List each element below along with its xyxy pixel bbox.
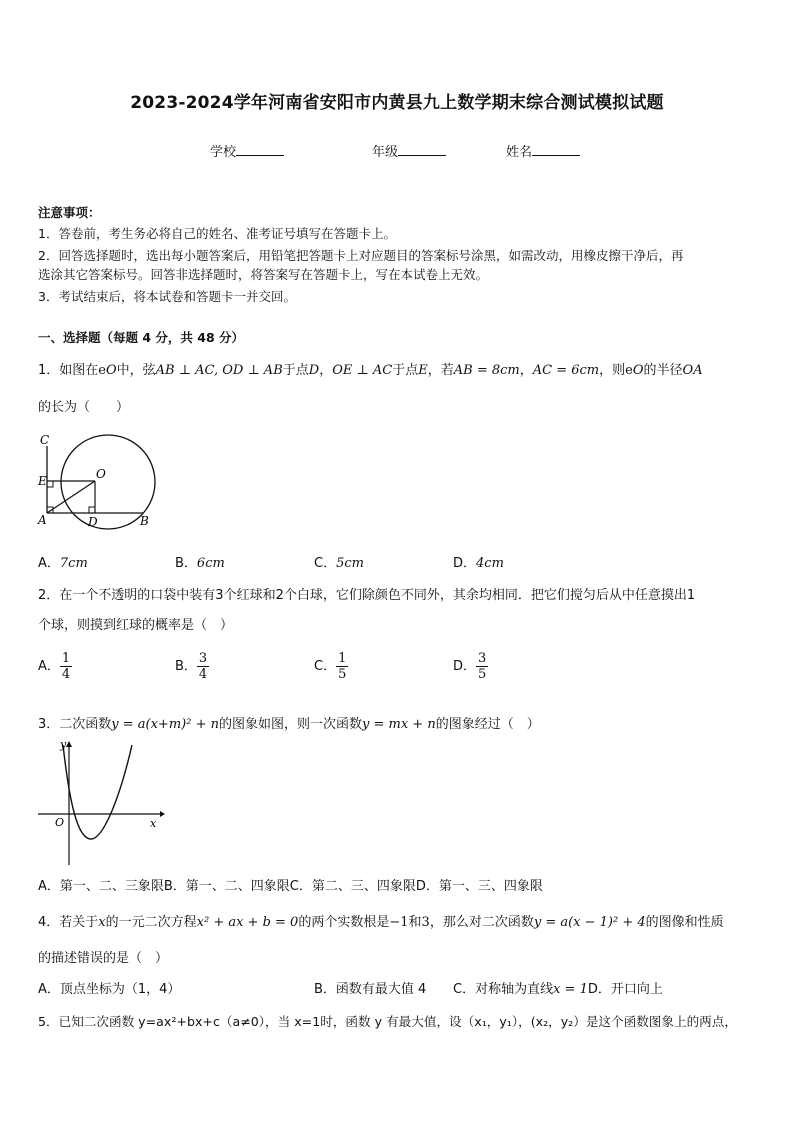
- q3-options[interactable]: A．第一、二、三象限B．第一、二、四象限C．第二、三、四象限D．第一、三、四象限: [38, 879, 543, 894]
- label-c: C: [40, 433, 50, 447]
- option-text: C．对称轴为直线: [453, 982, 554, 997]
- q2-text: 个红球和: [223, 588, 276, 603]
- option-math: x = 1: [553, 982, 588, 997]
- q1-line2: 的长为（ ）: [38, 400, 130, 415]
- option-letter: C．: [314, 659, 337, 674]
- option-value: 5cm: [336, 556, 364, 571]
- school-blank: [236, 143, 284, 156]
- grade-field: [372, 141, 446, 160]
- q1-text: 于点: [392, 363, 419, 378]
- q1-math: AB ⊥ AC, OD ⊥ AB: [155, 363, 283, 378]
- q1-text: ，则: [599, 363, 626, 378]
- q4-text: 的一元二次方程: [105, 915, 197, 930]
- q1-option-d[interactable]: [453, 552, 504, 571]
- q3-text: 3．二次函数: [38, 717, 112, 732]
- label-e: E: [38, 474, 47, 488]
- q1-option-b[interactable]: [175, 552, 225, 571]
- q2-number: 1: [686, 588, 696, 603]
- grade-blank: [398, 143, 446, 156]
- parabola-curve: [63, 745, 132, 839]
- notice-item: 选涂其它答案标号。回答非选择题时，将答案写在答题卡上，写在本试卷上无效。: [38, 267, 489, 282]
- notice-heading: 注意事项：: [38, 205, 101, 220]
- circle-symbol: e: [98, 363, 106, 378]
- q1-text: 的半径: [643, 363, 683, 378]
- q1-text: ，若: [427, 363, 454, 378]
- school-field: [210, 141, 284, 160]
- option-letter: B．: [175, 556, 197, 571]
- q3-line1: [38, 713, 540, 732]
- q1-line1: [38, 359, 703, 378]
- page-title: 2023-2024学年河南省安阳市内黄县九上数学期末综合测试模拟试题: [130, 93, 664, 113]
- circle-symbol: e: [625, 363, 633, 378]
- q1-math: OE ⊥ AC: [332, 363, 393, 378]
- name-field: [506, 141, 580, 160]
- q4-math: y = a(x − 1)² + 4: [533, 915, 646, 930]
- q1-math: D: [308, 363, 320, 378]
- label-o: O: [96, 467, 106, 481]
- q4-line2: 的描述错误的是（ ）: [38, 951, 169, 966]
- q2-text: 个白球，它们除颜色不同外，其余均相同．把它们搅匀后从中任意摸出: [283, 588, 687, 603]
- q3-math: y = a(x+m)² + n: [111, 717, 219, 732]
- q1-math: O: [632, 363, 644, 378]
- q4-math: −1: [389, 915, 409, 930]
- q1-text: 于点: [282, 363, 309, 378]
- segment-oa: [47, 481, 95, 513]
- q4-text: ，那么对二次函数: [429, 915, 534, 930]
- q4-text: 和: [408, 915, 422, 930]
- q5-line1: 5．已知二次函数 y=ax²+bx+c（a≠0），当 x=1时，函数 y 有最大值，设（x₁，y₁），(x₂，y₂）是这个函数图象上的两点，: [38, 1014, 737, 1029]
- option-letter: D．: [453, 556, 477, 571]
- option-letter: A．: [38, 659, 60, 674]
- numerator: 1: [61, 651, 71, 666]
- q1-math: O: [105, 363, 117, 378]
- q1-math: AC = 6cm: [532, 363, 600, 378]
- y-arrow: [66, 741, 72, 747]
- label-a: A: [38, 513, 47, 527]
- q2-text: 2．在一个不透明的口袋中装有: [38, 588, 216, 603]
- denominator: 4: [198, 667, 208, 682]
- q4-line1: [38, 911, 724, 930]
- name-label: 姓名: [506, 145, 533, 160]
- q2-option-a[interactable]: [38, 651, 72, 682]
- q3-text: 的图象如图，则一次函数: [218, 717, 362, 732]
- q4-math: 3: [421, 915, 430, 930]
- fraction: [336, 651, 348, 682]
- right-angle-e: [47, 481, 53, 487]
- q1-text: ，: [519, 363, 533, 378]
- q1-option-c[interactable]: [314, 552, 364, 571]
- denominator: 4: [61, 667, 71, 682]
- notice-item: 2．回答选择题时，选出每小题答案后，用铅笔把答题卡上对应题目的答案标号涂黑，如需改动，用橡皮擦干净后，再: [38, 248, 684, 263]
- axis-label-y: y: [60, 738, 67, 751]
- numerator: 3: [198, 651, 208, 666]
- fraction: [197, 651, 209, 682]
- q1-math: OA: [682, 363, 703, 378]
- axis-label-x: x: [150, 817, 157, 830]
- q2-line2: 个球，则摸到红球的概率是（ ）: [38, 618, 234, 633]
- q4-option-a[interactable]: A．顶点坐标为（1，4）: [38, 982, 181, 997]
- q3-text: 的图象经过（ ）: [435, 717, 540, 732]
- q1-text: 1．如图在: [38, 363, 99, 378]
- label-d: D: [88, 515, 98, 529]
- section-title: 一、选择题（每题 4 分，共 48 分）: [38, 330, 245, 345]
- option-value: 6cm: [196, 556, 225, 571]
- numerator: 3: [478, 651, 487, 666]
- q4-text: 的图像和性质: [645, 915, 724, 930]
- q2-number: 2: [275, 588, 284, 603]
- fraction: [60, 651, 72, 682]
- q1-math: AB = 8cm: [453, 363, 520, 378]
- q1-math: E: [418, 363, 428, 378]
- q1-option-a[interactable]: [38, 552, 88, 571]
- option-text: D．开口向上: [587, 982, 663, 997]
- q2-line1: [38, 584, 695, 603]
- x-arrow: [160, 811, 165, 817]
- q1-text: ，: [319, 363, 333, 378]
- q4-text: 4．若关于: [38, 915, 99, 930]
- numerator: 1: [338, 651, 347, 666]
- q4-text: 的两个实数根是: [298, 915, 390, 930]
- option-letter: D．: [453, 659, 477, 674]
- q2-option-d[interactable]: [453, 651, 488, 682]
- option-value: 7cm: [59, 556, 88, 571]
- right-angle-d: [89, 507, 95, 513]
- option-value: 4cm: [476, 556, 504, 571]
- q4-math: x² + ax + b = 0: [196, 915, 299, 930]
- q1-circle-figure: [32, 428, 162, 530]
- notice-item: 1．答卷前，考生务必将自己的姓名、准考证号填写在答题卡上。: [38, 226, 396, 241]
- option-letter: C．: [314, 556, 337, 571]
- option-letter: B．: [175, 659, 197, 674]
- denominator: 5: [338, 667, 347, 682]
- q4-math: x: [98, 915, 106, 930]
- q3-math: y = mx + n: [362, 717, 436, 732]
- q2-option-c[interactable]: [314, 651, 348, 682]
- denominator: 5: [478, 667, 487, 682]
- fraction: [476, 651, 488, 682]
- q1-text: 中，弦: [116, 363, 156, 378]
- q3-parabola-figure: [36, 737, 166, 867]
- origin-label: O: [55, 816, 65, 829]
- school-label: 学校: [210, 145, 237, 160]
- notice-item: 3．考试结束后，将本试卷和答题卡一并交回。: [38, 289, 296, 304]
- q2-option-b[interactable]: [175, 651, 209, 682]
- option-letter: A．: [38, 556, 60, 571]
- label-b: B: [140, 514, 149, 528]
- q4-option-b[interactable]: B．函数有最大值 4: [314, 982, 427, 997]
- name-blank: [532, 143, 580, 156]
- q2-number: 3: [215, 588, 224, 603]
- grade-label: 年级: [372, 145, 399, 160]
- q4-option-c-d[interactable]: [453, 978, 663, 997]
